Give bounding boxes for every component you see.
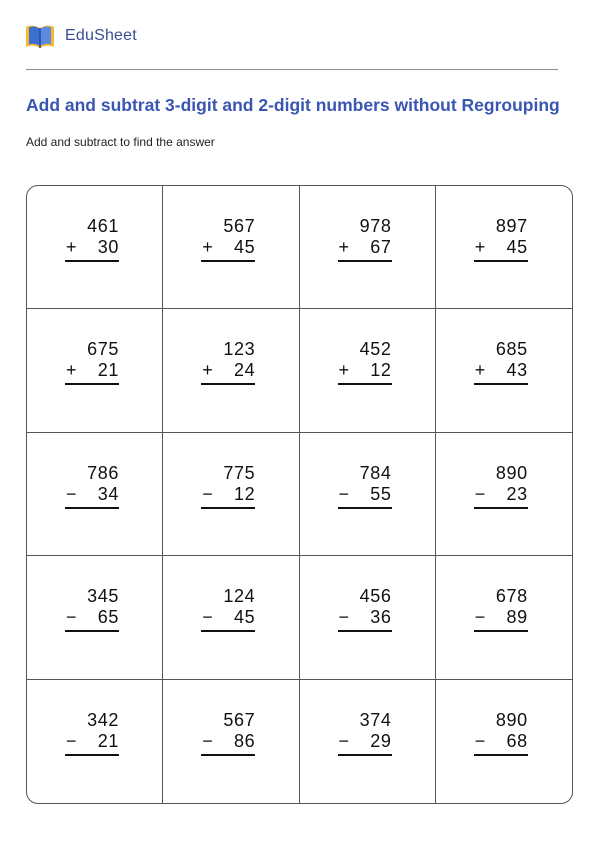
operand-line: [65, 731, 119, 756]
operand-line: [201, 237, 255, 262]
top-number: 123: [223, 339, 256, 360]
top-number: 784: [359, 462, 392, 483]
math-problem: [201, 710, 255, 756]
math-problem: [65, 339, 119, 385]
bottom-number: 12: [234, 483, 256, 504]
operand-line: [474, 484, 528, 509]
operator: −: [66, 607, 78, 628]
top-number: 461: [87, 216, 119, 236]
problem-cell: [300, 309, 436, 432]
operator: +: [66, 237, 78, 257]
top-number: 124: [223, 586, 256, 607]
operand-line: [338, 607, 392, 632]
bottom-number: 29: [370, 730, 392, 751]
operand-line: [338, 484, 392, 509]
bottom-number: 30: [97, 237, 119, 257]
problem-cell: [27, 309, 163, 432]
top-number: 890: [495, 462, 528, 483]
math-problem: [65, 710, 119, 756]
operand-line: [474, 237, 528, 262]
problem-grid: [26, 185, 573, 804]
operand-line: [201, 731, 255, 756]
operator: −: [202, 730, 214, 751]
problem-cell: [436, 309, 572, 432]
top-number: 786: [87, 462, 119, 483]
problem-cell: [163, 309, 299, 432]
bottom-number: 45: [234, 607, 256, 628]
instructions: Add and subtract to find the answer: [26, 135, 215, 149]
operator: −: [202, 483, 214, 504]
operator: +: [474, 360, 486, 381]
math-problem: [65, 216, 119, 262]
bottom-number: 36: [370, 607, 392, 628]
operand-line: [201, 360, 255, 385]
bottom-number: 34: [97, 483, 119, 504]
open-book-icon: [24, 20, 56, 52]
problem-cell: [300, 186, 436, 309]
operator: +: [202, 237, 214, 257]
problem-cell: [300, 433, 436, 556]
operand-line: [338, 360, 392, 385]
math-problem: [65, 463, 119, 509]
math-problem: [201, 216, 255, 262]
operator: −: [66, 730, 78, 751]
operator: +: [474, 237, 486, 257]
math-problem: [201, 463, 255, 509]
math-problem: [338, 586, 392, 632]
top-number: 567: [223, 709, 256, 730]
bottom-number: 23: [506, 483, 528, 504]
math-problem: [201, 339, 255, 385]
top-number: 775: [223, 462, 256, 483]
bottom-number: 55: [370, 483, 392, 504]
math-problem: [474, 710, 528, 756]
operator: −: [338, 730, 350, 751]
problem-cell: [436, 680, 572, 803]
operand-line: [474, 607, 528, 632]
problem-cell: [163, 433, 299, 556]
operator: −: [338, 607, 350, 628]
operand-line: [474, 360, 528, 385]
operator: −: [338, 483, 350, 504]
operand-line: [201, 607, 255, 632]
top-number: 452: [359, 339, 392, 360]
bottom-number: 86: [234, 730, 256, 751]
top-number: 345: [87, 586, 119, 607]
operator: +: [338, 237, 350, 257]
math-problem: [338, 710, 392, 756]
math-problem: [338, 463, 392, 509]
math-problem: [474, 463, 528, 509]
operator: +: [202, 360, 214, 381]
bottom-number: 68: [506, 730, 528, 751]
operand-line: [201, 484, 255, 509]
problem-cell: [436, 433, 572, 556]
math-problem: [201, 586, 255, 632]
problem-cell: [436, 186, 572, 309]
problem-cell: [300, 680, 436, 803]
operand-line: [338, 237, 392, 262]
bottom-number: 89: [506, 607, 528, 628]
operand-line: [65, 607, 119, 632]
math-problem: [65, 586, 119, 632]
bottom-number: 45: [506, 237, 528, 257]
top-number: 678: [495, 586, 528, 607]
operand-line: [65, 237, 119, 262]
top-number: 978: [359, 216, 392, 236]
top-number: 675: [87, 339, 119, 360]
bottom-number: 21: [97, 360, 119, 381]
header-divider: [26, 69, 558, 70]
operator: −: [474, 483, 486, 504]
operator: +: [66, 360, 78, 381]
bottom-number: 21: [97, 730, 119, 751]
top-number: 897: [495, 216, 528, 236]
page-title: Add and subtrat 3-digit and 2-digit numbers without Regrouping: [26, 95, 560, 115]
bottom-number: 12: [370, 360, 392, 381]
math-problem: [338, 216, 392, 262]
problem-cell: [436, 556, 572, 679]
problem-cell: [27, 680, 163, 803]
problem-cell: [27, 186, 163, 309]
bottom-number: 24: [234, 360, 256, 381]
operator: −: [202, 607, 214, 628]
operator: −: [474, 607, 486, 628]
header: [24, 20, 137, 52]
problem-cell: [163, 556, 299, 679]
bottom-number: 45: [234, 237, 256, 257]
operand-line: [65, 484, 119, 509]
math-problem: [474, 339, 528, 385]
bottom-number: 67: [370, 237, 392, 257]
problem-cell: [27, 433, 163, 556]
problem-cell: [300, 556, 436, 679]
problem-cell: [27, 556, 163, 679]
top-number: 685: [495, 339, 528, 360]
top-number: 374: [359, 709, 392, 730]
bottom-number: 65: [97, 607, 119, 628]
bottom-number: 43: [506, 360, 528, 381]
problem-cell: [163, 186, 299, 309]
top-number: 567: [223, 216, 256, 236]
operator: −: [474, 730, 486, 751]
math-problem: [338, 339, 392, 385]
brand-name: EduSheet: [65, 27, 137, 44]
top-number: 456: [359, 586, 392, 607]
operand-line: [338, 731, 392, 756]
operator: +: [338, 360, 350, 381]
operand-line: [65, 360, 119, 385]
problem-cell: [163, 680, 299, 803]
operator: −: [66, 483, 78, 504]
top-number: 890: [495, 709, 528, 730]
math-problem: [474, 586, 528, 632]
operand-line: [474, 731, 528, 756]
math-problem: [474, 216, 528, 262]
top-number: 342: [87, 709, 119, 730]
